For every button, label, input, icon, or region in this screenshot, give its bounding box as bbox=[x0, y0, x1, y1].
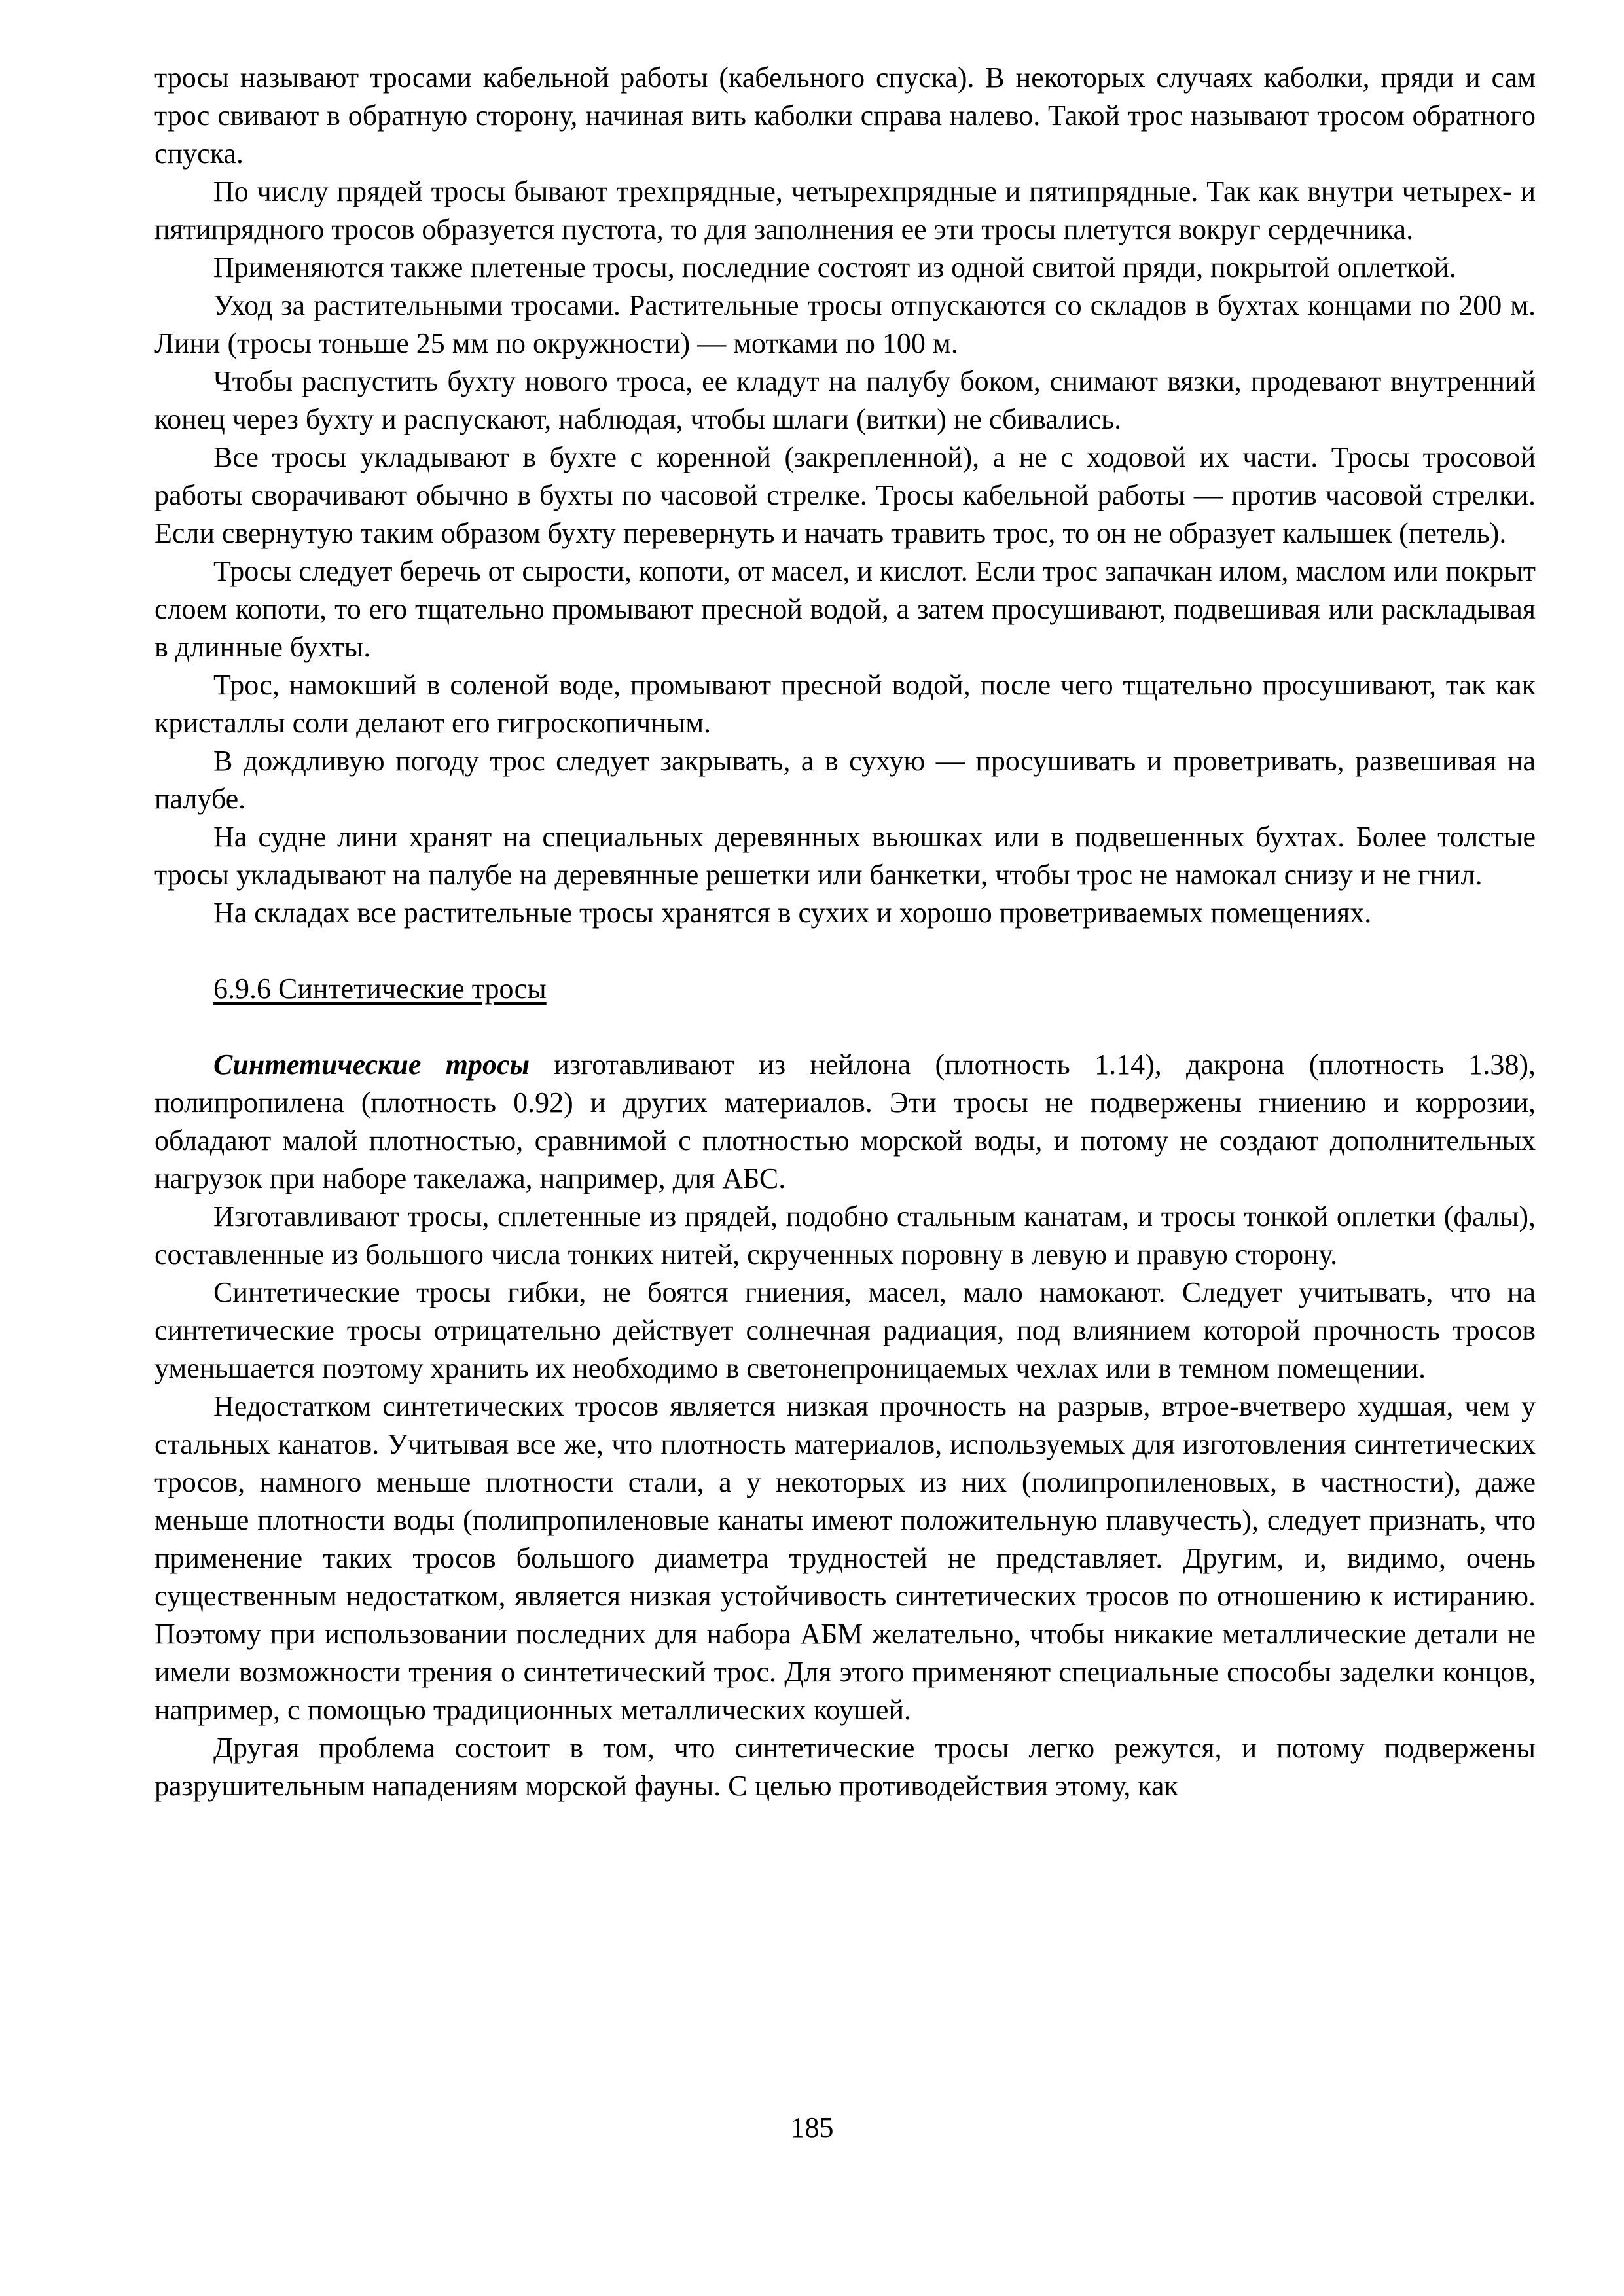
synthetic-intro-text: изготавливают из нейлона (плотность 1.14), дакрона (плотность 1.38), полипропилена (плотность 0.92) и других материалов. Эти тросы не подвержены гниению и коррозии, обладают малой плотностью, сравнимой с плотностью морской воды, и потому не создают дополнительных нагрузок при наборе такелажа, например, для АБС. bbox=[154, 1049, 1536, 1194]
paragraph-coiling-direction: Все тросы укладывают в бухте с коренной (закрепленной), а не с ходовой их части. Тросы тросовой работы сворачивают обычно в бухты по часовой стрелке. Тросы кабельной работы — против часовой стрелки. Если свернутую таким образом бухту перевернуть и начать травить трос, то он не образует калышек (петель). bbox=[154, 441, 1536, 549]
paragraph-synthetic-properties: Синтетические тросы гибки, не боятся гниения, масел, мало намокают. Следует учитывать, что на синтетические тросы отрицательно действует солнечная радиация, под влиянием которой прочность тросов уменьшается поэтому хранить их необходимо в светонепроницаемых чехлах или в темном помещении. bbox=[154, 1276, 1536, 1384]
paragraph-synthetic-types: Изготавливают тросы, сплетенные из прядей, подобно стальным канатам, и тросы тонкой оплетки (фалы), составленные из большого числа тонких нитей, скрученных поровну в левую и правую сторону. bbox=[154, 1200, 1536, 1270]
paragraph-cutting-problem: Другая проблема состоит в том, что синтетические тросы легко режутся, и потому подвержены разрушительным нападениям морской фауны. С целью противодействия этому, как bbox=[154, 1732, 1536, 1802]
paragraph-care-of-ropes: Уход за растительными тросами. Растительные тросы отпускаются со складов в бухтах концами по 200 м. Лини (тросы тоньше 25 мм по окружности) — мотками по 100 м. bbox=[154, 289, 1536, 359]
paragraph-weather: В дождливую погоду трос следует закрывать, а в сухую — просушивать и проветривать, развешивая на палубе. bbox=[154, 745, 1536, 815]
paragraph-salt-water: Трос, намокший в соленой воде, промывают пресной водой, после чего тщательно просушивают, так как кристаллы соли делают его гигроскопичным. bbox=[154, 669, 1536, 739]
section-heading: 6.9.6 Синтетические тросы bbox=[213, 973, 547, 1005]
paragraph-storage-on-ship: На судне лини хранят на специальных деревянных вьюшках или в подвешенных бухтах. Более толстые тросы укладывают на палубе на деревянные решетки или банкетки, чтобы трос не намокал снизу и не гнил. bbox=[154, 821, 1536, 891]
page-body bbox=[154, 59, 1536, 1805]
paragraph-synthetic-intro bbox=[154, 1046, 1536, 1198]
paragraph-strand-count: По числу прядей тросы бывают трехпрядные, четырехпрядные и пятипрядные. Так как внутри четырех- и пятипрядного тросов образуется пустота, то для заполнения ее эти тросы плетутся вокруг сердечника. bbox=[154, 175, 1536, 245]
paragraph-braided-ropes: Применяются также плетеные тросы, последние состоят из одной свитой пряди, покрытой оплеткой. bbox=[213, 251, 1456, 283]
paragraph-cable-lay-ropes: тросы называют тросами кабельной работы (кабельного спуска). В некоторых случаях каболки, пряди и сам трос свивают в обратную сторону, начиная вить каболки справа налево. Такой трос называют тросом обратного спуска. bbox=[154, 62, 1536, 170]
paragraph-synthetic-drawbacks: Недостатком синтетических тросов является низкая прочность на разрыв, втрое-вчетверо худшая, чем у стальных канатов. Учитывая все же, что плотность материалов, используемых для изготовления синтетических тросов, намного меньше плотности стали, а у некоторых из них (полипропиленовых, в частности), даже меньше плотности воды (полипропиленовые канаты имеют положительную плавучесть), следует признать, что применение таких тросов большого диаметра трудностей не представляет. Другим, и, видимо, очень существенным недостатком, является низкая устойчивость синтетических тросов по отношению к истиранию. Поэтому при использовании последних для набора АБМ желательно, чтобы никакие металлические детали не имели возможности трения о синтетический трос. Для этого применяют специальные способы заделки концов, например, с помощью традиционных металлических коушей. bbox=[154, 1390, 1536, 1726]
term-synthetic-ropes: Синтетические тросы bbox=[213, 1049, 530, 1081]
paragraph-cleaning: Тросы следует беречь от сырости, копоти, от масел, и кислот. Если трос запачкан илом, маслом или покрыт слоем копоти, то его тщательно промывают пресной водой, а затем просушивают, подвешивая или раскладывая в длинные бухты. bbox=[154, 555, 1536, 663]
paragraph-uncoiling: Чтобы распустить бухту нового троса, ее кладут на палубу боком, снимают вязки, продевают внутренний конец через бухту и распускают, наблюдая, чтобы шлаги (витки) не сбивались. bbox=[154, 365, 1536, 435]
page-number: 185 bbox=[790, 2111, 834, 2144]
paragraph-storage-in-warehouse: На складах все растительные тросы хранятся в сухих и хорошо проветриваемых помещениях. bbox=[213, 897, 1372, 929]
